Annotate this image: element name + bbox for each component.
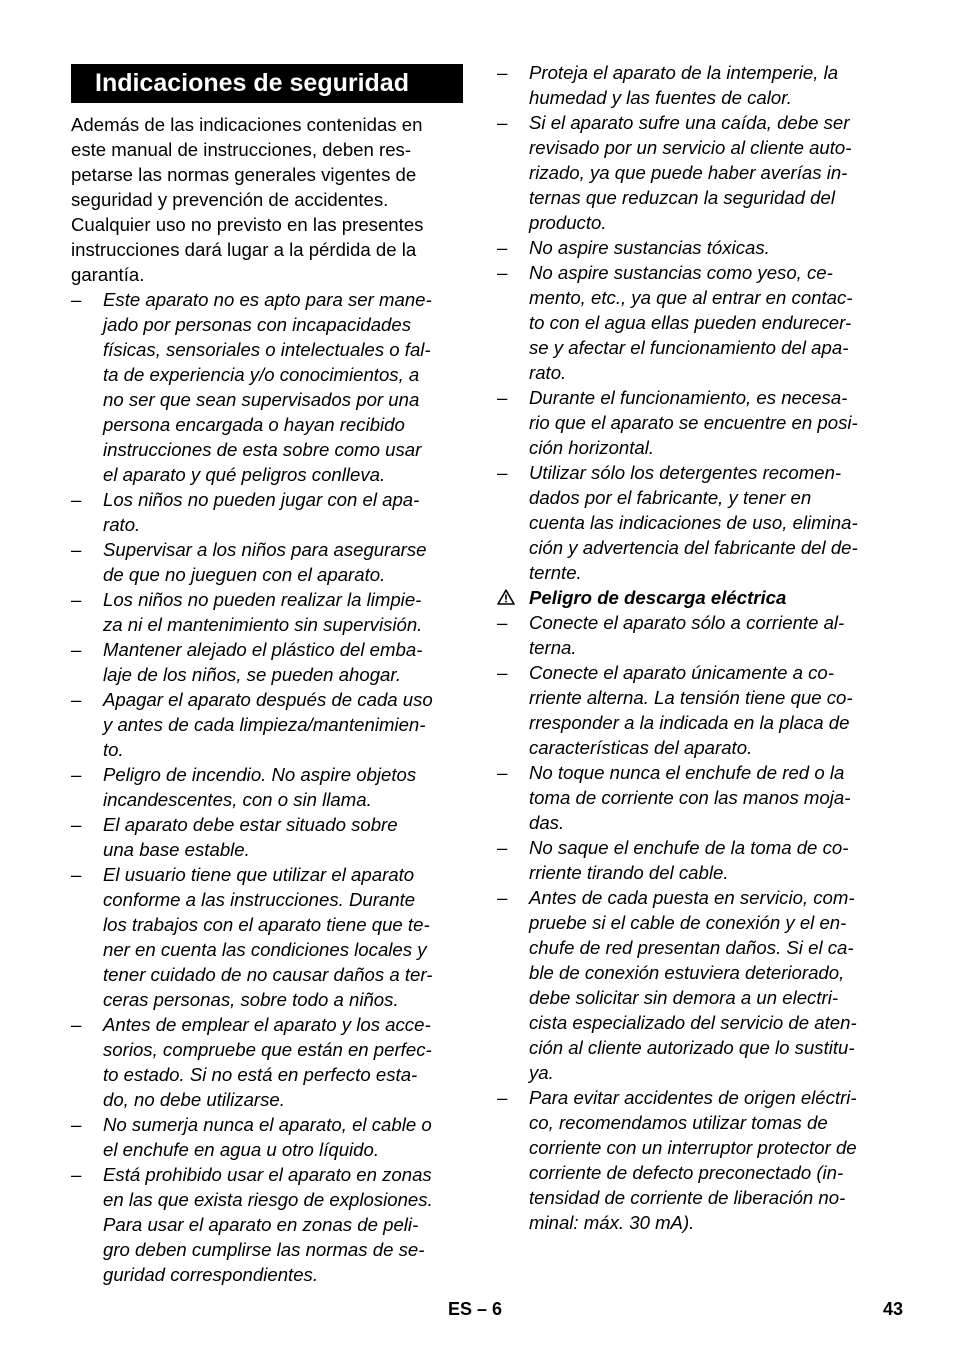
text-line: características del aparato. [529, 737, 753, 758]
list-item [71, 1162, 463, 1287]
dash-bullet: – [71, 1014, 82, 1035]
list-item-text [71, 1112, 463, 1162]
text-line: Mantener alejado el plástico del emba- [103, 639, 423, 660]
list-item [497, 110, 889, 235]
list-item [497, 260, 889, 385]
dash-bullet: – [497, 662, 508, 683]
dash-bullet: – [497, 462, 508, 483]
list-item-text [71, 487, 463, 537]
text-line: cuenta las indicaciones de uso, elimina- [529, 512, 858, 533]
dash-bullet: – [71, 489, 82, 510]
text-line: to con el agua ellas pueden endurecer- [529, 312, 852, 333]
text-line: el aparato y qué peligros conlleva. [103, 464, 386, 485]
text-line: toma de corriente con las manos moja- [529, 787, 851, 808]
text-line: Conecte el aparato sólo a corriente al- [529, 612, 845, 633]
text-line: Conecte el aparato únicamente a co- [529, 662, 834, 683]
list-item-text [71, 637, 463, 687]
list-item [497, 1085, 889, 1235]
text-line: minal: máx. 30 mA). [529, 1212, 695, 1233]
text-line: El aparato debe estar situado sobre [103, 814, 398, 835]
text-line: instrucciones de esta sobre como usar [103, 439, 422, 460]
right-bullet-list-electrical [497, 610, 889, 1235]
dash-bullet: – [71, 814, 82, 835]
list-item-text [71, 687, 463, 762]
text-line: los trabajos con el aparato tiene que te- [103, 914, 430, 935]
list-item [71, 487, 463, 537]
text-line: rizado, ya que puede haber averías in- [529, 162, 848, 183]
list-item-text [497, 60, 889, 110]
list-item-text [71, 287, 463, 487]
text-line: incandescentes, con o sin llama. [103, 789, 372, 810]
list-item [497, 610, 889, 660]
text-line: ción horizontal. [529, 437, 655, 458]
text-line: físicas, sensoriales o intelectuales o fal- [103, 339, 431, 360]
text-line: ceras personas, sobre todo a niños. [103, 989, 399, 1010]
text-line: do, no debe utilizarse. [103, 1089, 285, 1110]
list-item [497, 885, 889, 1085]
text-line: co, recomendamos utilizar tomas de [529, 1112, 828, 1133]
text-line: seguridad y prevención de accidentes. [71, 189, 389, 210]
list-item-text [71, 1012, 463, 1112]
dash-bullet: – [497, 112, 508, 133]
text-line: rriente alterna. La tensión tiene que co- [529, 687, 853, 708]
dash-bullet: – [497, 837, 508, 858]
text-line: chufe de red presentan daños. Si el ca- [529, 937, 854, 958]
intro-paragraph [71, 112, 463, 287]
text-line: Apagar el aparato después de cada uso [103, 689, 433, 710]
text-line: No toque nunca el enchufe de red o la [529, 762, 845, 783]
dash-bullet: – [497, 612, 508, 633]
list-item-text [497, 885, 889, 1085]
list-item-text [497, 760, 889, 835]
dash-bullet: – [71, 289, 82, 310]
dash-bullet: – [71, 864, 82, 885]
text-line: Peligro de incendio. No aspire objetos [103, 764, 417, 785]
text-line: corriente de defecto preconectado (in- [529, 1162, 844, 1183]
text-line: ternas que reduzcan la seguridad del [529, 187, 835, 208]
dash-bullet: – [71, 764, 82, 785]
text-line: conforme a las instrucciones. Durante [103, 889, 416, 910]
text-line: tener cuidado de no causar daños a ter- [103, 964, 433, 985]
text-line: ner en cuenta las condiciones locales y [103, 939, 427, 960]
text-line: Para evitar accidentes de origen eléctri- [529, 1087, 857, 1108]
text-line: ción y advertencia del fabricante del de- [529, 537, 858, 558]
dash-bullet: – [71, 1114, 82, 1135]
text-line: to. [103, 739, 124, 760]
list-item [71, 587, 463, 637]
text-line: Supervisar a los niños para asegurarse [103, 539, 427, 560]
text-line: Proteja el aparato de la intemperie, la [529, 62, 839, 83]
list-item [71, 1112, 463, 1162]
text-line: ta de experiencia y/o conocimientos, a [103, 364, 420, 385]
list-item-text [497, 235, 889, 260]
list-item-text [497, 460, 889, 585]
list-item-text [497, 835, 889, 885]
text-line: guridad correspondientes. [103, 1264, 318, 1285]
warning-label: Peligro de descarga eléctrica [529, 587, 787, 608]
list-item [497, 385, 889, 460]
dash-bullet: – [497, 387, 508, 408]
text-line: terna. [529, 637, 577, 658]
dash-bullet: – [497, 62, 508, 83]
dash-bullet: – [497, 1087, 508, 1108]
text-line: rresponder a la indicada en la placa de [529, 712, 850, 733]
text-line: Está prohibido usar el aparato en zonas [103, 1164, 432, 1185]
dash-bullet: – [497, 762, 508, 783]
text-line: ble de conexión estuviera deteriorado, [529, 962, 845, 983]
text-line: tensidad de corriente de liberación no- [529, 1187, 846, 1208]
text-line: y antes de cada limpieza/mantenimien- [103, 714, 426, 735]
text-line: Antes de emplear el aparato y los acce- [103, 1014, 431, 1035]
list-item [497, 835, 889, 885]
dash-bullet: – [71, 589, 82, 610]
text-line: persona encargada o hayan recibido [103, 414, 405, 435]
list-item-text [497, 610, 889, 660]
text-line: una base estable. [103, 839, 250, 860]
left-column [71, 60, 463, 1287]
text-line: jado por personas con incapacidades [103, 314, 412, 335]
text-line: de que no jueguen con el aparato. [103, 564, 386, 585]
text-line: rato. [103, 514, 141, 535]
list-item [71, 637, 463, 687]
text-line: ternte. [529, 562, 582, 583]
dash-bullet: – [497, 262, 508, 283]
list-item [71, 687, 463, 762]
text-line: to estado. Si no está en perfecto esta- [103, 1064, 418, 1085]
text-line: Además de las indicaciones contenidas en [71, 114, 423, 135]
text-line: Los niños no pueden realizar la limpie- [103, 589, 422, 610]
dash-bullet: – [497, 237, 508, 258]
dash-bullet: – [71, 639, 82, 660]
list-item-text [71, 587, 463, 637]
text-line: Utilizar sólo los detergentes recomen- [529, 462, 842, 483]
footer-language-page: ES – 6 [448, 1299, 503, 1319]
list-item [497, 460, 889, 585]
left-bullet-list [71, 287, 463, 1287]
list-item-text [497, 1085, 889, 1235]
text-line: instrucciones dará lugar a la pérdida de la [71, 239, 417, 260]
text-line: ya. [529, 1062, 554, 1083]
text-line: No sumerja nunca el aparato, el cable o [103, 1114, 432, 1135]
dash-bullet: – [71, 689, 82, 710]
text-line: se y afectar el funcionamiento del apa- [529, 337, 849, 358]
text-line: Los niños no pueden jugar con el apa- [103, 489, 420, 510]
list-item-text [497, 385, 889, 460]
text-line: No saque el enchufe de la toma de co- [529, 837, 849, 858]
list-item [497, 760, 889, 835]
dash-bullet: – [71, 1164, 82, 1185]
text-line: humedad y las fuentes de calor. [529, 87, 792, 108]
text-line: este manual de instrucciones, deben res- [71, 139, 412, 160]
text-line: corriente con un interruptor protector de [529, 1137, 857, 1158]
list-item-text [71, 862, 463, 1012]
dash-bullet: – [71, 539, 82, 560]
dash-bullet: – [497, 887, 508, 908]
footer-page-number: 43 [883, 1299, 904, 1319]
list-item [71, 537, 463, 587]
text-line: das. [529, 812, 565, 833]
text-line: el enchufe en agua u otro líquido. [103, 1139, 380, 1160]
text-line: Durante el funcionamiento, es necesa- [529, 387, 848, 408]
text-line: sorios, compruebe que están en perfec- [103, 1039, 432, 1060]
list-item-text [71, 1162, 463, 1287]
text-line: No aspire sustancias tóxicas. [529, 237, 770, 258]
list-item-text [497, 110, 889, 235]
list-item [497, 235, 889, 260]
text-line: petarse las normas generales vigentes de [71, 164, 417, 185]
list-item [71, 287, 463, 487]
text-line: No aspire sustancias como yeso, ce- [529, 262, 833, 283]
text-line: dados por el fabricante, y tener en [529, 487, 812, 508]
text-line: rriente tirando del cable. [529, 862, 729, 883]
list-item [497, 60, 889, 110]
text-line: revisado por un servicio al cliente auto- [529, 137, 852, 158]
list-item-text [71, 812, 463, 862]
text-line: Para usar el aparato en zonas de peli- [103, 1214, 419, 1235]
list-item-text [497, 260, 889, 385]
text-line: Cualquier uso no previsto en las presentes [71, 214, 424, 235]
right-column [497, 60, 889, 1235]
text-line: cista especializado del servicio de aten- [529, 1012, 857, 1033]
text-line: za ni el mantenimiento sin supervisión. [103, 614, 423, 635]
text-line: rio que el aparato se encuentre en posi- [529, 412, 858, 433]
list-item-text [71, 537, 463, 587]
text-line: El usuario tiene que utilizar el aparato [103, 864, 415, 885]
text-line: Este aparato no es apto para ser mane- [103, 289, 432, 310]
text-line: gro deben cumplirse las normas de se- [103, 1239, 425, 1260]
list-item [71, 812, 463, 862]
text-line: mento, etc., ya que al entrar en contac- [529, 287, 853, 308]
text-line: rato. [529, 362, 567, 383]
text-line: ción al cliente autorizado que lo sustitu- [529, 1037, 855, 1058]
text-line: Antes de cada puesta en servicio, com- [529, 887, 855, 908]
text-line: debe solicitar sin demora a un electri- [529, 987, 839, 1008]
electric-shock-warning [497, 585, 889, 610]
text-line: laje de los niños, se pueden ahogar. [103, 664, 402, 685]
right-bullet-list-general [497, 60, 889, 585]
text-line: Si el aparato sufre una caída, debe ser [529, 112, 850, 133]
text-line: pruebe si el cable de conexión y el en- [529, 912, 847, 933]
list-item [497, 660, 889, 760]
list-item [71, 862, 463, 1012]
text-line: garantía. [71, 264, 145, 285]
warning-triangle-icon [497, 589, 515, 605]
text-line: producto. [529, 212, 607, 233]
section-heading: Indicaciones de seguridad [71, 64, 463, 103]
list-item-text [71, 762, 463, 812]
list-item [71, 762, 463, 812]
list-item-text [497, 660, 889, 760]
text-line: no ser que sean supervisados por una [103, 389, 420, 410]
text-line: en las que exista riesgo de explosiones. [103, 1189, 433, 1210]
list-item [71, 1012, 463, 1112]
